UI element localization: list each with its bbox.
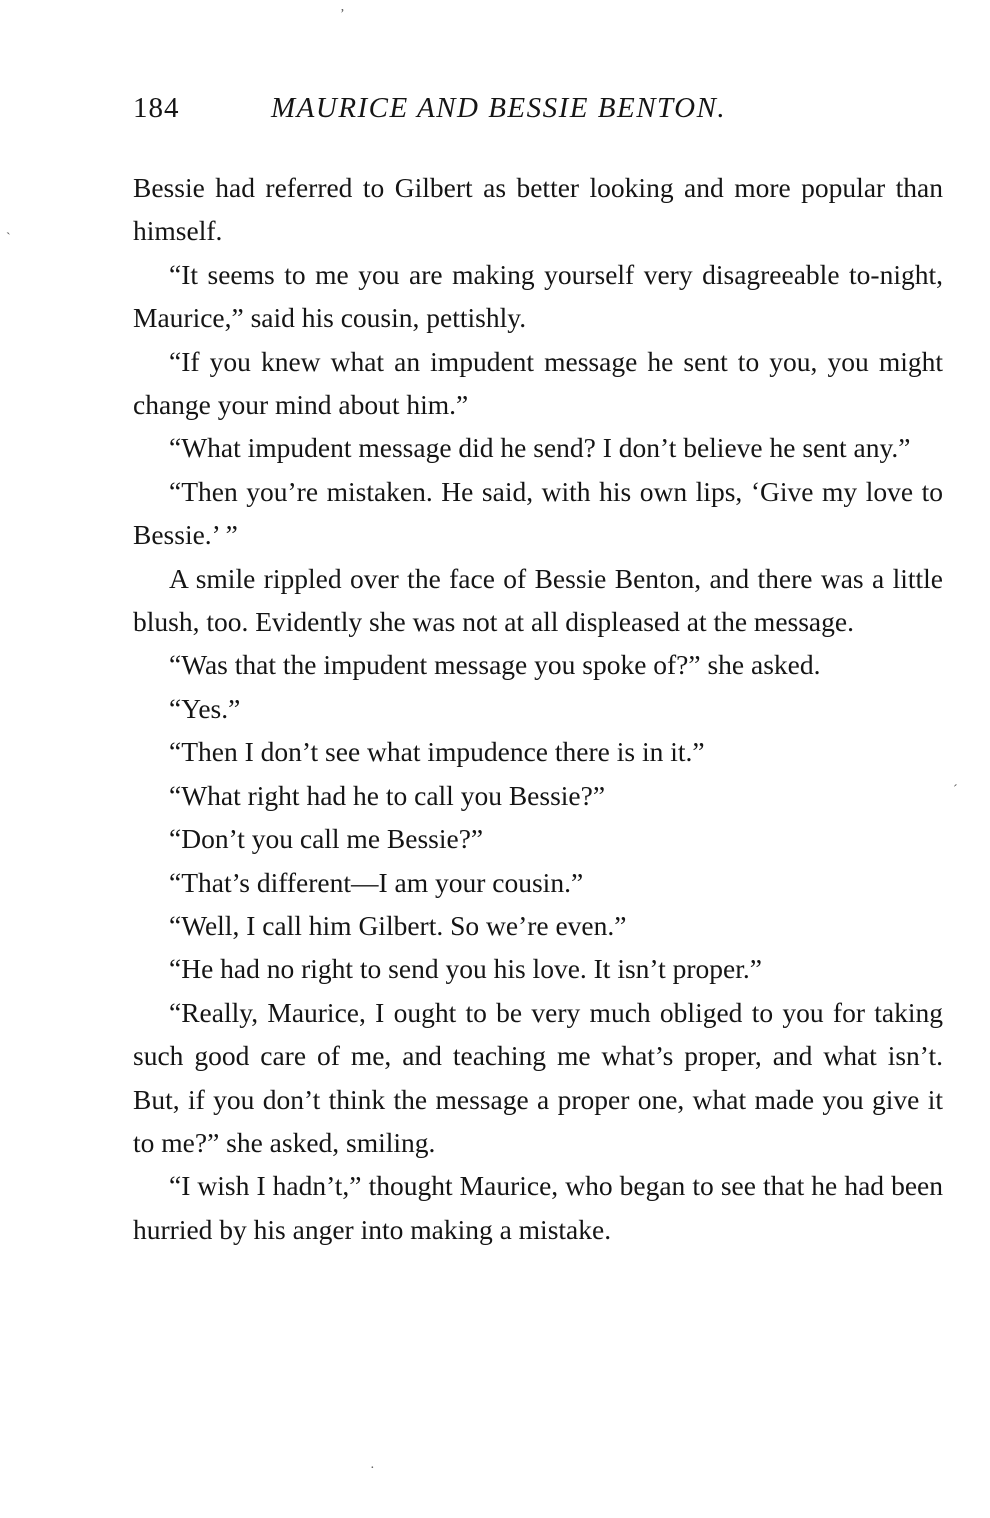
page-number: 184 <box>133 92 180 124</box>
paragraph-14: “He had no right to send you his love. It isn’t proper.” <box>169 953 762 985</box>
paragraph-4: “What impudent message did he send? I don’t believe he sent any.” <box>169 432 911 464</box>
ink-speck-right-margin: ˊ <box>953 783 958 798</box>
paragraph-11: “Don’t you call me Bessie?” <box>169 823 484 855</box>
paragraph-1: Bessie had referred to Gilbert as better looking and more popular than himself. <box>133 172 943 247</box>
running-title: MAURICE AND BESSIE BENTON. <box>271 92 727 124</box>
paragraph-16: “I wish I hadn’t,” thought Maurice, who began to see that he had been hurried by his anger into making a mistake. <box>133 1170 943 1245</box>
paragraph-13: “Well, I call him Gilbert. So we’re even.” <box>169 909 627 941</box>
paragraph-10: “What right had he to call you Bessie?” <box>169 779 606 811</box>
ink-speck-bottom: · <box>370 1461 375 1476</box>
paragraph-15: “Really, Maurice, I ought to be very much obliged to you for taking such good care of me, and teaching me what’s proper, and what isn’t. But, if you don’t think the message a proper one, what made you give it to me?” she asked, smiling. <box>133 996 943 1158</box>
paragraph-12: “That’s different—I am your cousin.” <box>169 866 584 898</box>
running-header <box>133 92 945 136</box>
paragraph-3: “If you knew what an impudent message he sent to you, you might change your mind about him.” <box>133 345 943 421</box>
ink-speck-top: ʼ <box>340 7 345 22</box>
ink-speck-left-margin: ˋ <box>6 231 11 246</box>
paragraph-7: “Was that the impudent message you spoke of?” she asked. <box>169 649 821 681</box>
paragraph-8: “Yes.” <box>169 692 241 724</box>
paragraph-2: “It seems to me you are making yourself very disagreeable to-night, Maurice,” said his cousin, pettishly. <box>133 258 943 334</box>
paragraph-6: A smile rippled over the face of Bessie Benton, and there was a little blush, too. Evidently she was not at all displeased at the message. <box>133 562 943 638</box>
paragraph-5: “Then you’re mistaken. He said, with his own lips, ‘Give my love to Bessie.’ ” <box>133 475 943 551</box>
page-body-text <box>133 166 943 1251</box>
paragraph-9: “Then I don’t see what impudence there is in it.” <box>169 736 705 768</box>
